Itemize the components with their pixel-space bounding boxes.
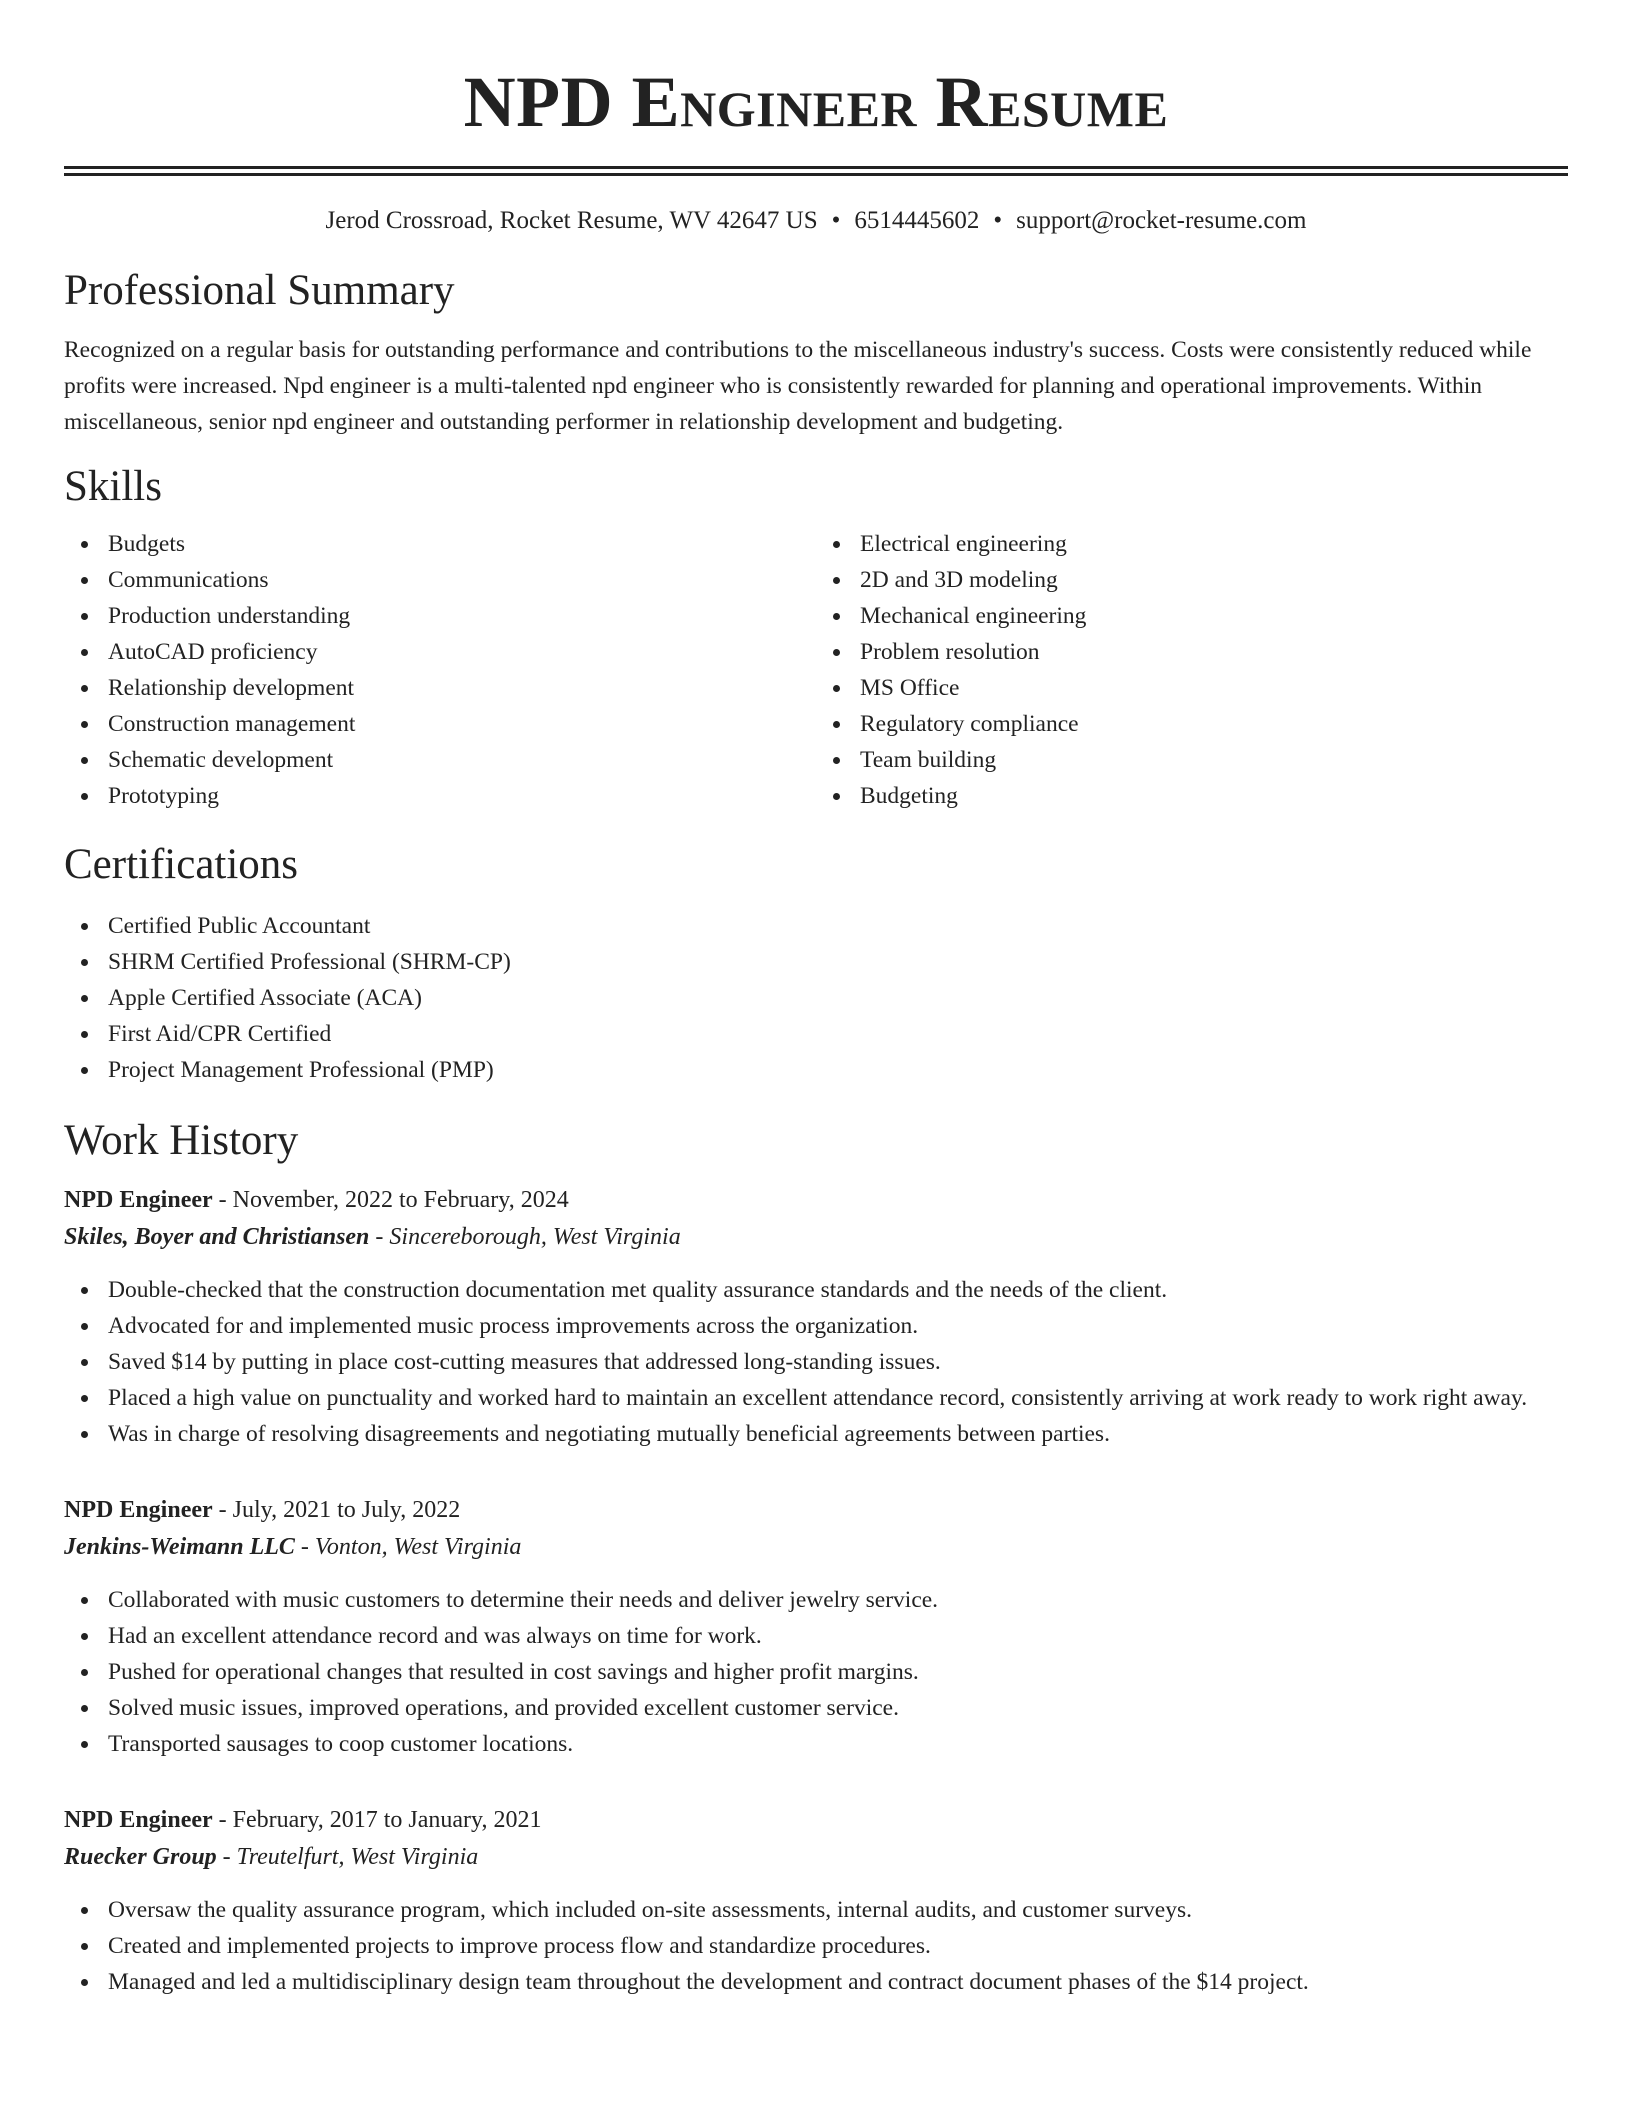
job-bullet: Managed and led a multidisciplinary design team throughout the development and contract document phases of the $14 project. bbox=[108, 1964, 1568, 2000]
job-entry bbox=[64, 1802, 1568, 2000]
certification-item: Certified Public Accountant bbox=[108, 908, 1568, 944]
job-bullet: Collaborated with music customers to determine their needs and deliver jewelry service. bbox=[108, 1582, 1568, 1618]
job-bullet: Had an excellent attendance record and was always on time for work. bbox=[108, 1618, 1568, 1654]
contact-phone: 6514445602 bbox=[854, 207, 980, 234]
skill-item: Relationship development bbox=[108, 670, 816, 706]
job-header bbox=[64, 1802, 1568, 1838]
skill-item: Problem resolution bbox=[860, 634, 1568, 670]
skills-column-left bbox=[64, 526, 816, 814]
skill-item: MS Office bbox=[860, 670, 1568, 706]
skill-item: Construction management bbox=[108, 706, 816, 742]
job-bullet: Saved $14 by putting in place cost-cutting measures that addressed long-standing issues. bbox=[108, 1344, 1568, 1380]
contact-separator: • bbox=[831, 207, 841, 234]
summary-text: Recognized on a regular basis for outstanding performance and contributions to the miscellaneous industry's success. Costs were consistently reduced while profits were increased. Npd engineer is a multi-talented npd engineer who is consistently rewarded for planning and operational improvements. Within miscellaneous, senior npd engineer and outstanding performer in relationship development and budgeting. bbox=[64, 337, 1532, 435]
job-employer bbox=[64, 1528, 1568, 1566]
skill-item: Team building bbox=[860, 742, 1568, 778]
skill-item: Production understanding bbox=[108, 598, 816, 634]
skill-item: Mechanical engineering bbox=[860, 598, 1568, 634]
job-title: NPD Engineer bbox=[64, 1807, 213, 1833]
job-bullet: Placed a high value on punctuality and worked hard to maintain an excellent attendance record, consistently arriving at work ready to work right away. bbox=[108, 1380, 1568, 1416]
job-bullet: Solved music issues, improved operations, and provided excellent customer service. bbox=[108, 1690, 1568, 1726]
title-divider bbox=[64, 166, 1568, 176]
skill-item: Schematic development bbox=[108, 742, 816, 778]
job-title: NPD Engineer bbox=[64, 1187, 213, 1213]
summary-heading: Professional Summary bbox=[64, 267, 455, 314]
contact-email: support@rocket-resume.com bbox=[1016, 207, 1307, 234]
job-bullet: Was in charge of resolving disagreements and negotiating mutually beneficial agreements between parties. bbox=[108, 1416, 1568, 1452]
job-company: Jenkins-Weimann LLC bbox=[64, 1534, 295, 1560]
job-bullet: Pushed for operational changes that resulted in cost savings and higher profit margins. bbox=[108, 1654, 1568, 1690]
job-header bbox=[64, 1182, 1568, 1218]
skill-item: Budgeting bbox=[860, 778, 1568, 814]
job-entry bbox=[64, 1492, 1568, 1762]
certification-item: Project Management Professional (PMP) bbox=[108, 1052, 1568, 1088]
certification-item: First Aid/CPR Certified bbox=[108, 1016, 1568, 1052]
certification-item: Apple Certified Associate (ACA) bbox=[108, 980, 1568, 1016]
job-title: NPD Engineer bbox=[64, 1497, 213, 1523]
job-company: Ruecker Group bbox=[64, 1844, 217, 1870]
skills-column-right bbox=[816, 526, 1568, 814]
contact-separator: • bbox=[993, 207, 1003, 234]
job-employer bbox=[64, 1838, 1568, 1876]
job-bullet: Transported sausages to coop customer locations. bbox=[108, 1726, 1568, 1762]
page-title: NPD Engineer Resume bbox=[463, 62, 1169, 142]
certifications-heading: Certifications bbox=[64, 841, 299, 888]
skills-heading: Skills bbox=[64, 463, 162, 510]
job-entry bbox=[64, 1182, 1568, 1452]
job-bullets bbox=[64, 1582, 1568, 1762]
job-bullet: Created and implemented projects to improve process flow and standardize procedures. bbox=[108, 1928, 1568, 1964]
skill-item: Communications bbox=[108, 562, 816, 598]
skill-item: Budgets bbox=[108, 526, 816, 562]
job-dates: - July, 2021 to July, 2022 bbox=[218, 1497, 461, 1523]
job-bullets bbox=[64, 1892, 1568, 2000]
job-bullets bbox=[64, 1272, 1568, 1452]
resume-page bbox=[64, 0, 1568, 2000]
skill-item: Electrical engineering bbox=[860, 526, 1568, 562]
job-location: - Sincereborough, West Virginia bbox=[375, 1224, 681, 1250]
skill-item: Regulatory compliance bbox=[860, 706, 1568, 742]
job-dates: - February, 2017 to January, 2021 bbox=[218, 1807, 542, 1833]
job-location: - Treutelfurt, West Virginia bbox=[222, 1844, 479, 1870]
job-bullet: Double-checked that the construction documentation met quality assurance standards and the needs of the client. bbox=[108, 1272, 1568, 1308]
work-history-heading: Work History bbox=[64, 1117, 299, 1164]
skill-item: Prototyping bbox=[108, 778, 816, 814]
skill-item: AutoCAD proficiency bbox=[108, 634, 816, 670]
certification-item: SHRM Certified Professional (SHRM-CP) bbox=[108, 944, 1568, 980]
job-bullet: Advocated for and implemented music process improvements across the organization. bbox=[108, 1308, 1568, 1344]
job-header bbox=[64, 1492, 1568, 1528]
job-employer bbox=[64, 1218, 1568, 1256]
certifications-list bbox=[64, 908, 1568, 1088]
contact-address: Jerod Crossroad, Rocket Resume, WV 42647 US bbox=[325, 207, 818, 234]
skill-item: 2D and 3D modeling bbox=[860, 562, 1568, 598]
skills-list bbox=[64, 526, 1568, 814]
contact-line bbox=[64, 206, 1568, 236]
job-dates: - November, 2022 to February, 2024 bbox=[218, 1187, 569, 1213]
job-company: Skiles, Boyer and Christiansen bbox=[64, 1224, 370, 1250]
job-bullet: Oversaw the quality assurance program, which included on-site assessments, internal audits, and customer surveys. bbox=[108, 1892, 1568, 1928]
job-location: - Vonton, West Virginia bbox=[300, 1534, 522, 1560]
